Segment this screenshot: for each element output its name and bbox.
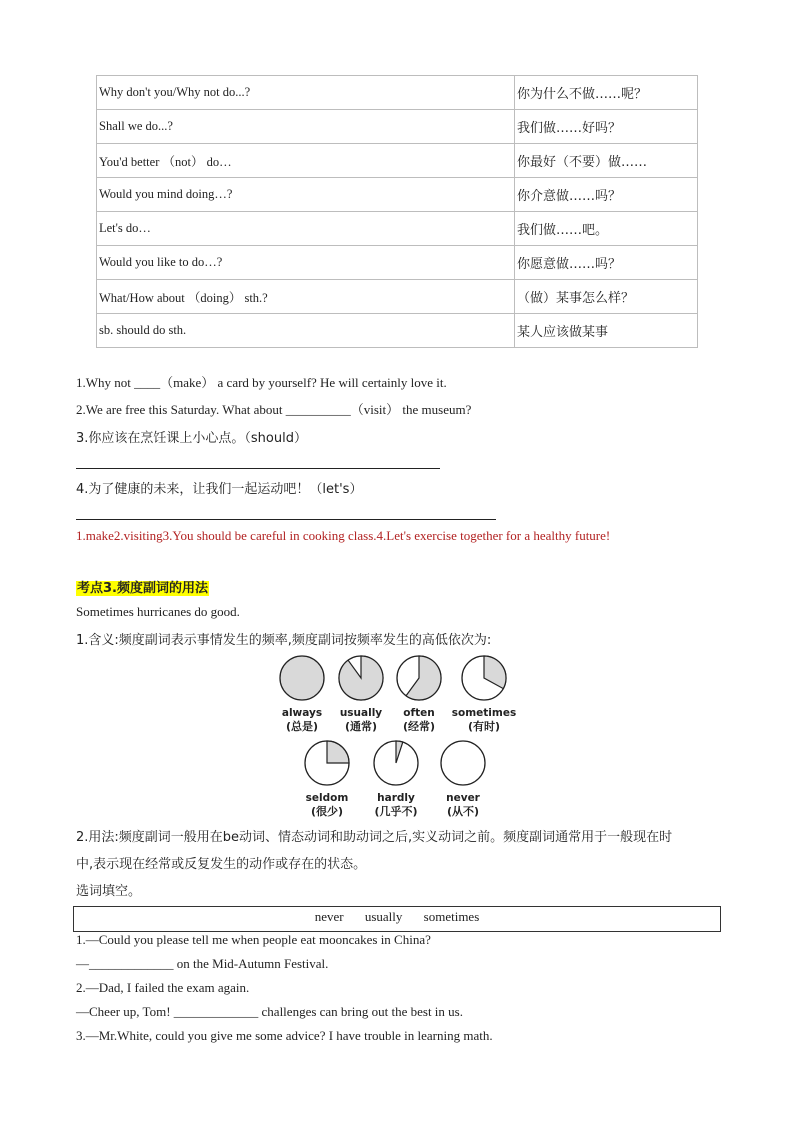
table-row [97, 110, 698, 144]
frequency-word: never [446, 792, 480, 804]
pie-slice [327, 741, 349, 763]
table-row [97, 212, 698, 246]
table-row [97, 144, 698, 178]
question-2: 2.We are free this Saturday. What about __________（visit） the museum? [76, 402, 472, 417]
phrase-en: Why don't you/Why not do...? [97, 76, 515, 110]
question-3: 3.你应该在烹饪课上小心点。（should） [76, 431, 307, 446]
frequency-icon-usually [339, 656, 383, 733]
section-heading [76, 577, 209, 597]
frequency-meaning: (从不) [446, 805, 480, 818]
phrase-en: Would you like to do…? [97, 246, 515, 280]
pie-fill [280, 656, 324, 700]
frequency-word: hardly [377, 792, 415, 804]
usage-text-continued: 中,表示现在经常或反复发生的动作或存在的状态。 [76, 857, 367, 872]
phrase-zh: 你愿意做……吗？ [515, 246, 698, 280]
exercise-line: 3.—Mr.White, could you give me some advice? I have trouble in learning math. [76, 1028, 493, 1043]
phrase-zh: 你为什么不做……呢？ [515, 76, 698, 110]
instruction-text: 选词填空。 [76, 884, 142, 899]
frequency-word: seldom [305, 792, 349, 804]
frequency-meaning: (有时) [467, 720, 501, 733]
frequency-meaning: (总是) [285, 720, 319, 733]
exercise-line: —_____________ on the Mid-Autumn Festival. [76, 956, 329, 971]
frequency-icon-often [397, 656, 441, 733]
phrase-zh: 你介意做……吗？ [515, 178, 698, 212]
phrase-zh: 我们做……吧。 [515, 212, 698, 246]
frequency-meaning: (经常) [402, 720, 436, 733]
frequency-icon-always [280, 656, 324, 733]
table-row [97, 76, 698, 110]
question-1: 1.Why not ____（make） a card by yourself? He will certainly love it. [76, 375, 447, 390]
phrase-zh: 我们做……好吗？ [515, 110, 698, 144]
word-box [73, 906, 721, 932]
frequency-meaning: (几乎不) [374, 805, 418, 818]
answer-line [76, 468, 440, 469]
exercise-line: —Cheer up, Tom! _____________ challenges can bring out the best in us. [76, 1004, 463, 1019]
pie-outline [441, 741, 485, 785]
table-row [97, 280, 698, 314]
usage-text: 2.用法:频度副词一般用在be动词、情态动词和助动词之后,实义动词之前。频度副词通常用于一般现在时 [76, 830, 673, 845]
exercise-line: 1.—Could you please tell me when people eat mooncakes in China? [76, 932, 431, 947]
phrase-en: Let's do… [97, 212, 515, 246]
answer-key: 1.make2.visiting3.You should be careful in cooking class.4.Let's exercise together for a healthy future! [76, 528, 611, 543]
frequency-word: often [403, 707, 435, 719]
word-option: usually [364, 909, 403, 924]
phrase-en: You'd better （not） do… [97, 144, 515, 178]
phrase-table [96, 75, 698, 348]
table-row [97, 178, 698, 212]
frequency-icon-hardly [374, 741, 418, 818]
meaning-text: 1.含义:频度副词表示事情发生的频率,频度副词按频率发生的高低依次为: [76, 633, 492, 648]
section-heading-text: 考点3.频度副词的用法 [77, 581, 208, 596]
example-sentence: Sometimes hurricanes do good. [76, 604, 240, 619]
frequency-icon-seldom [305, 741, 349, 818]
exercise-line: 2.—Dad, I failed the exam again. [76, 980, 250, 995]
pie-slice [339, 656, 383, 700]
frequency-word: sometimes [451, 707, 517, 719]
phrase-en: What/How about （doing） sth.? [97, 280, 515, 314]
phrase-en: Shall we do...? [97, 110, 515, 144]
frequency-icon-sometimes [452, 656, 516, 733]
phrase-zh: 你最好（不要）做…… [515, 144, 698, 178]
frequency-word: always [281, 707, 323, 719]
word-option: never [314, 909, 344, 924]
table-row [97, 246, 698, 280]
frequency-word: usually [339, 707, 383, 719]
phrase-en: Would you mind doing…? [97, 178, 515, 212]
table-row [97, 314, 698, 348]
frequency-meaning: (很少) [310, 805, 344, 818]
frequency-meaning: (通常) [344, 720, 378, 733]
question-4: 4.为了健康的未来，让我们一起运动吧！（let's） [76, 482, 363, 497]
phrase-en: sb. should do sth. [97, 314, 515, 348]
word-option: sometimes [423, 909, 480, 924]
frequency-diagram [270, 650, 520, 820]
phrase-zh: （做）某事怎么样？ [515, 280, 698, 314]
answer-line [76, 519, 496, 520]
phrase-zh: 某人应该做某事 [515, 314, 698, 348]
frequency-icon-never [441, 741, 485, 818]
